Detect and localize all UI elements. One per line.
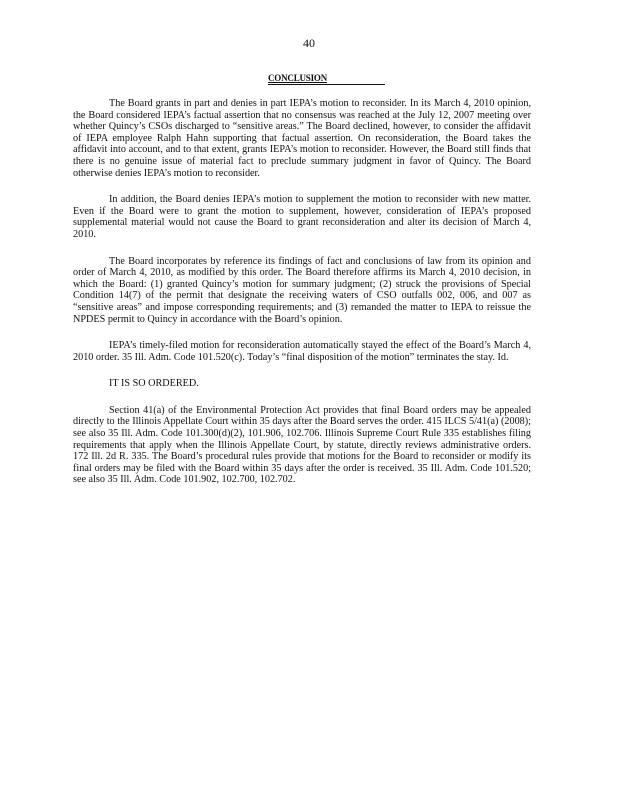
body-text	[73, 98, 531, 501]
paragraph-appeal: Section 41(a) of the Environmental Protection Act provides that final Board orders may be appealed directly to the Illinois Appellate Court within 35 days after the Board serves the order. 415 ILCS 5/41(a) (2008); see also 35 Ill. Adm. Code 101.300(d)(2), 101.906, 102.706. Illinois Supreme Court Rule 335 establishes filing requirements that apply when the Illinois Appellate Court, by statute, directly reviews administrative orders. 172 Ill. 2d R. 335. The Board’s procedural rules provide that motions for the Board to reconsider or modify its final orders may be filed with the Board within 35 days after the order is received. 35 Ill. Adm. Code 101.520; see also 35 Ill. Adm. Code 101.902, 102.700, 102.702.	[73, 404, 531, 486]
paragraph-stay: IEPA’s timely-filed motion for reconsideration automatically stayed the effect of the Board’s March 4, 2010 order. 35 Ill. Adm. Code 101.520(c). Today’s “final disposition of the motion” terminates the stay. Id.	[73, 340, 531, 363]
paragraph-supplement: In addition, the Board denies IEPA’s motion to supplement the motion to reconsider with new matter. Even if the Board were to grant the motion to supplement, however, consideration of IEPA’s proposed supplemental material would not cause the Board to grant reconsideration and alter its decision of March 4, 2010.	[73, 194, 531, 240]
page-number: 40	[303, 36, 315, 50]
paragraph-ruling: The Board grants in part and denies in part IEPA’s motion to reconsider. In its March 4, 2010 opinion, the Board considered IEPA’s factual assertion that no consensus was reached at the July 12, 2007 meeting over whether Quincy’s CSOs discharged to “sensitive areas.” The Board declined, however, to consider the affidavit of IEPA employee Ralph Hahn supporting that factual assertion. On reconsideration, the Board takes the affidavit into account, and to that extent, grants IEPA’s motion to reconsider. However, the Board still finds that there is no genuine issue of material fact to preclude summary judgment in favor of Quincy. The Board otherwise denies IEPA’s motion to reconsider.	[73, 98, 531, 179]
paragraph-affirmation: The Board incorporates by reference its findings of fact and conclusions of law from its opinion and order of March 4, 2010, as modified by this order. The Board therefore affirms its March 4, 2010 decision, in which the Board: (1) granted Quincy’s motion for summary judgment; (2) struck the provisions of Special Condition 14(7) of the permit that designate the receiving waters of CSO outfalls 002, 006, and 007 as “sensitive areas” and impose corresponding requirements; and (3) remanded the matter to IEPA to reissue the NPDES permit to Quincy in accordance with the Board’s opinion.	[73, 255, 531, 325]
section-heading: CONCLUSION	[268, 73, 385, 85]
order-statement: IT IS SO ORDERED.	[109, 378, 199, 390]
